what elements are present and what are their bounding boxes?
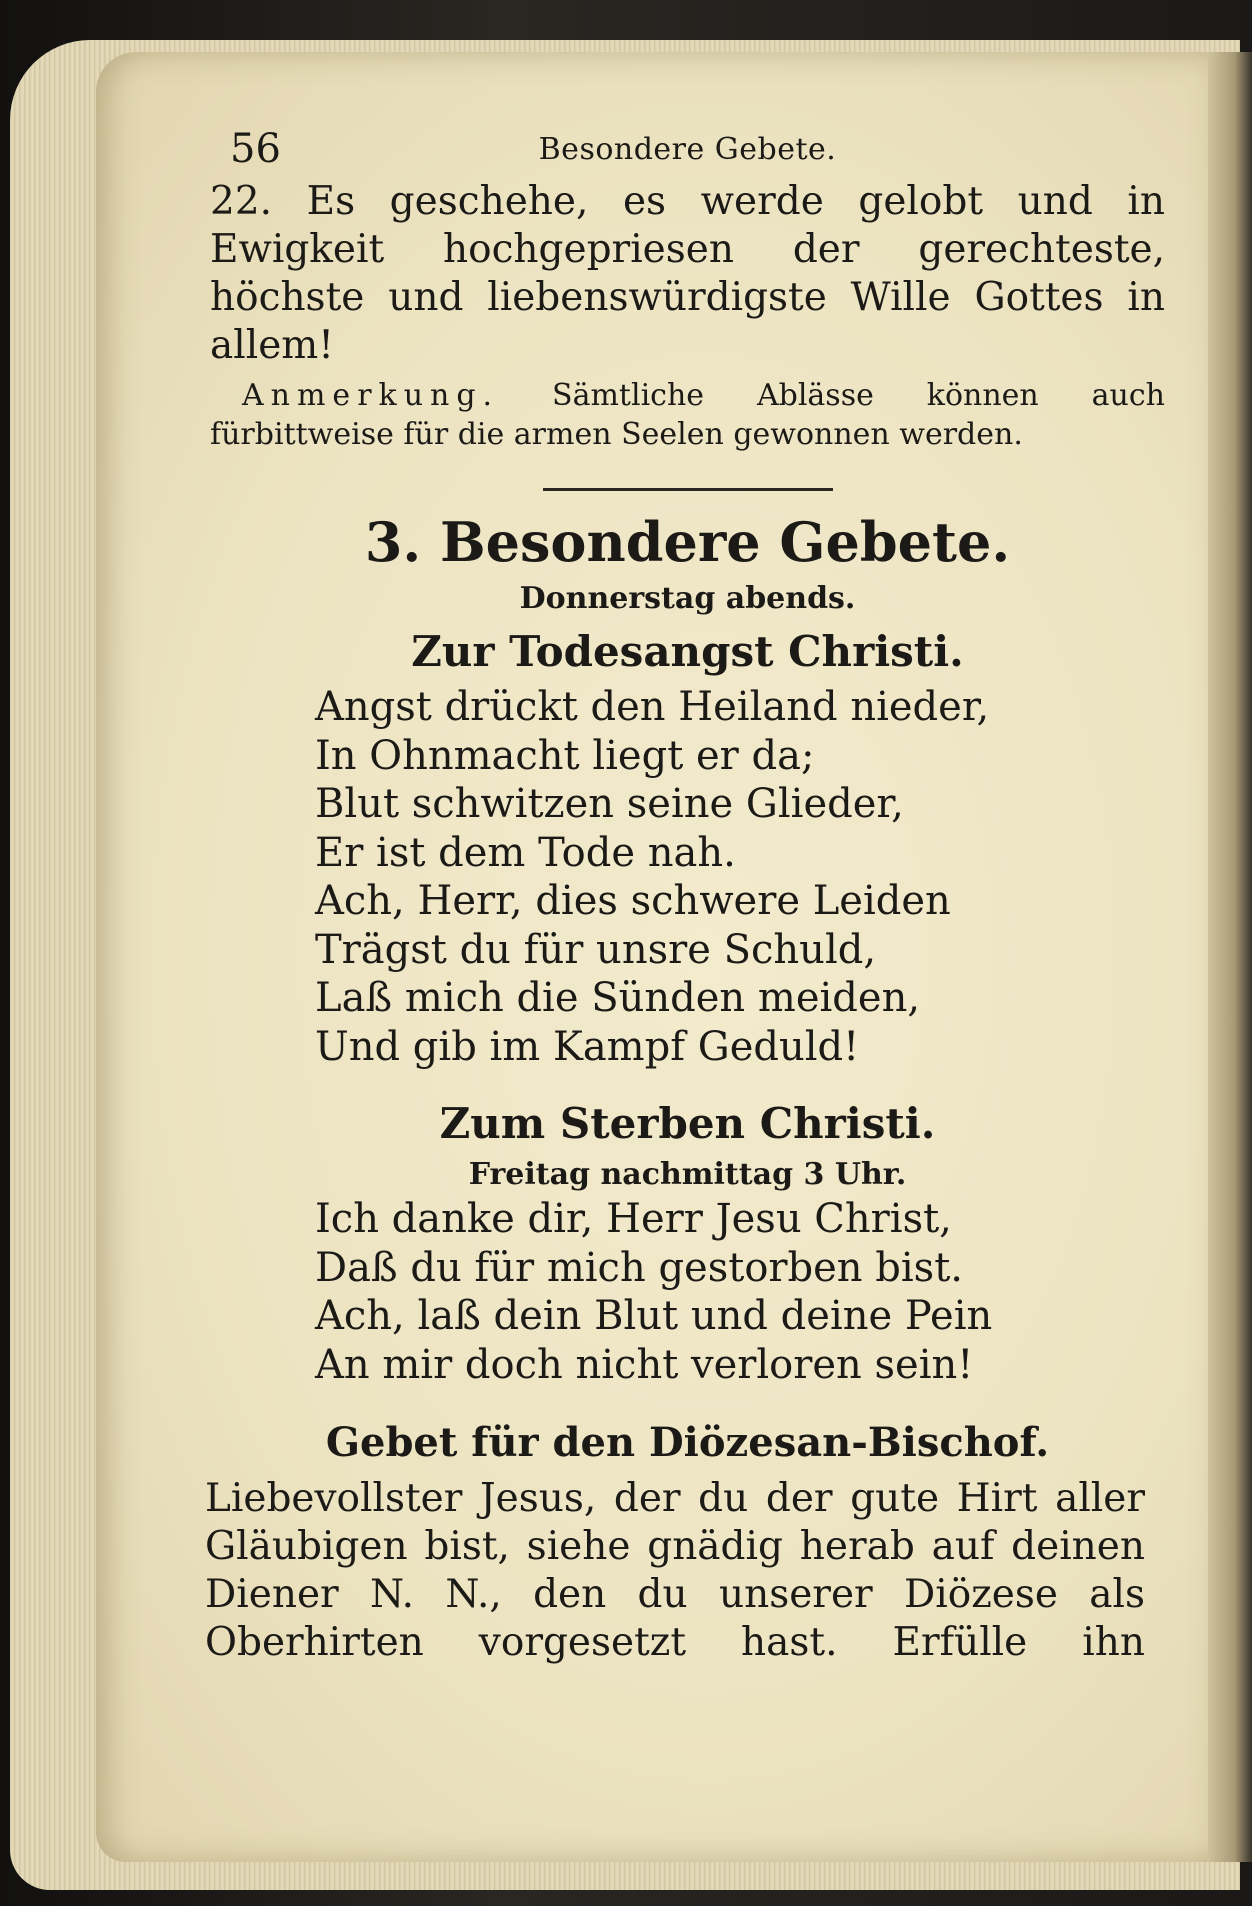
- note-label: Anmerkung.: [242, 378, 500, 413]
- note-text: Sämtliche Ablässe können auch fürbittweise für die armen Seelen gewonnen werden.: [210, 378, 1165, 452]
- hymn-line: Trägst du für unsre Schuld,: [315, 926, 877, 973]
- hymn-line: Ich danke dir, Herr Jesu Christ,: [315, 1196, 952, 1242]
- facing-page-edge: [1208, 52, 1252, 1862]
- hymn-subtitle-sterben: Freitag nachmittag 3 Uhr.: [468, 1157, 907, 1192]
- hymn-title-sterben: Zum Sterben Christi.: [439, 1099, 936, 1148]
- hymn-line: Ach, Herr, dies schwere Leiden: [315, 878, 951, 924]
- running-head: [210, 118, 1165, 178]
- hymn-line: Laß mich die Sünden meiden,: [315, 975, 921, 1021]
- prayer-text: Liebevollster Jesus, der du der gute Hirt aller Gläubigen bist, siehe gnädig herab auf deinen Diener N. N., den du unserer Diözese als Oberhirten vorgesetzt hast. Erfülle ihn: [205, 1476, 1145, 1665]
- page-number: 56: [230, 126, 281, 172]
- hymn-title-todesangst: Zur Todesangst Christi.: [411, 627, 964, 676]
- hymn-line: Er ist dem Tode nah.: [315, 829, 736, 876]
- hymn-line: Ach, laß dein Blut und deine Pein: [315, 1293, 993, 1339]
- hymn-line: Blut schwitzen seine Glieder,: [315, 781, 904, 827]
- prayer-title: Gebet für den Diözesan-Bischof.: [325, 1419, 1050, 1466]
- hymn-line: An mir doch nicht verloren sein!: [315, 1341, 974, 1388]
- hymn-line: In Ohnmacht liegt er da;: [315, 732, 815, 779]
- paragraph-22: 22. Es geschehe, es werde gelobt und in Ewigkeit hochgepriesen der gerechteste, höchste und liebenswürdigste Wille Gottes in allem!: [210, 179, 1165, 368]
- page-content: [205, 118, 1165, 1667]
- hymn-line: Daß du für mich gestorben bist.: [315, 1244, 963, 1291]
- section-divider: [543, 488, 833, 491]
- section-heading: 3. Besondere Gebete.: [364, 510, 1011, 574]
- section-subheading: Donnerstag abends.: [519, 581, 856, 616]
- note: [210, 376, 1165, 454]
- hymn-sterben: [315, 1195, 1165, 1389]
- running-title: Besondere Gebete.: [538, 132, 837, 167]
- hymn-line: Angst drückt den Heiland nieder,: [315, 684, 990, 730]
- hymn-line: Und gib im Kampf Geduld!: [315, 1023, 860, 1070]
- hymn-todesangst: [315, 683, 1165, 1071]
